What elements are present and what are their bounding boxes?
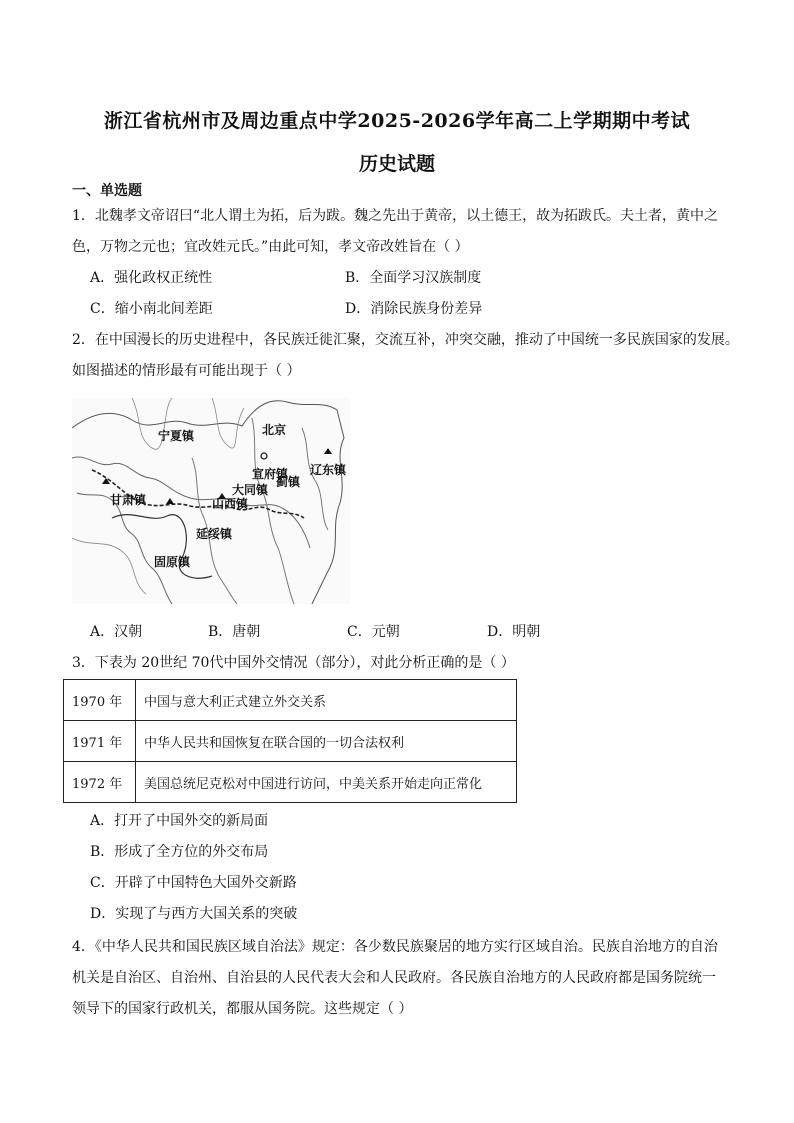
label-beijing: 北京 bbox=[262, 423, 287, 437]
q2-option-a[interactable]: A．汉朝 bbox=[90, 624, 143, 640]
q2-option-b[interactable]: B．唐朝 bbox=[208, 624, 261, 640]
table-cell-year: 1972 年 bbox=[64, 762, 136, 803]
label-ningxia: 宁夏镇 bbox=[158, 429, 195, 443]
table-row bbox=[64, 680, 517, 721]
table-row bbox=[64, 721, 517, 762]
q4-stem-line3: 领导下的国家行政机关，都服从国务院。这些规定（ ） bbox=[72, 1001, 413, 1017]
q3-option-b[interactable]: B．形成了全方位的外交布局 bbox=[90, 844, 269, 860]
exam-subtitle: 历史试题 bbox=[358, 153, 435, 175]
q4-stem-line2: 机关是自治区、自治州、自治县的人民代表大会和人民政府。各民族自治地方的人民政府都是国务院统一 bbox=[72, 970, 716, 986]
section-heading: 一、单选题 bbox=[72, 183, 142, 199]
table-row bbox=[64, 762, 517, 803]
q3-stem-line1: 3．下表为 20世纪 70代中国外交情况（部分），对此分析正确的是（ ） bbox=[72, 655, 515, 671]
q4-stem-line1: 4．《中华人民共和国民族区域自治法》规定：各少数民族聚居的地方实行区域自治。民族自治地方的自治 bbox=[72, 939, 718, 955]
ming-frontier-map bbox=[72, 398, 350, 604]
q1-option-a[interactable]: A．强化政权正统性 bbox=[90, 270, 213, 286]
label-datong: 大同镇 bbox=[232, 483, 269, 497]
table-cell-event: 中国与意大利正式建立外交关系 bbox=[136, 680, 517, 721]
table-cell-year: 1971 年 bbox=[64, 721, 136, 762]
q2-stem-line1: 2．在中国漫长的历史进程中，各民族迁徙汇聚，交流互补，冲突交融，推动了中国统一多民族国家的发展。 bbox=[72, 332, 739, 348]
q1-option-c[interactable]: C．缩小南北间差距 bbox=[90, 301, 213, 317]
q3-option-d[interactable]: D．实现了与西方大国关系的突破 bbox=[90, 906, 298, 922]
exam-title: 浙江省杭州市及周边重点中学2025-2026学年高二上学期期中考试 bbox=[103, 110, 691, 132]
table-cell-event: 美国总统尼克松对中国进行访问，中美关系开始走向正常化 bbox=[136, 762, 517, 803]
map-svg bbox=[72, 398, 350, 604]
q1-stem-line1: 1．北魏孝文帝诏曰“北人谓土为拓，后为跋。魏之先出于黄帝，以土德王，故为拓跋氏。夫土者，黄中之 bbox=[72, 208, 719, 224]
label-xuanfu: 宣府镇 bbox=[252, 467, 289, 481]
label-jizhen: 蓟镇 bbox=[276, 475, 301, 489]
q1-option-d[interactable]: D．消除民族身份差异 bbox=[345, 301, 483, 317]
q3-option-a[interactable]: A．打开了中国外交的新局面 bbox=[90, 813, 269, 829]
label-yansui: 延绥镇 bbox=[196, 527, 233, 541]
table-cell-year: 1970 年 bbox=[64, 680, 136, 721]
label-gansu: 甘肃镇 bbox=[110, 493, 147, 507]
q3-option-c[interactable]: C．开辟了中国特色大国外交新路 bbox=[90, 875, 297, 891]
table-cell-event: 中华人民共和国恢复在联合国的一切合法权利 bbox=[136, 721, 517, 762]
label-liaodong: 辽东镇 bbox=[310, 463, 347, 477]
q2-option-d[interactable]: D．明朝 bbox=[487, 624, 541, 640]
q1-option-b[interactable]: B．全面学习汉族制度 bbox=[345, 270, 482, 286]
q1-stem-line2: 色，万物之元也；宜改姓元氏。”由此可知，孝文帝改姓旨在（ ） bbox=[72, 239, 469, 255]
label-guyuan: 固原镇 bbox=[154, 555, 191, 569]
q2-option-c[interactable]: C．元朝 bbox=[347, 624, 400, 640]
q2-stem-line2: 如图描述的情形最有可能出现于（ ） bbox=[72, 363, 301, 379]
diplomacy-table bbox=[63, 679, 517, 803]
label-shanxi: 山西镇 bbox=[212, 497, 249, 511]
